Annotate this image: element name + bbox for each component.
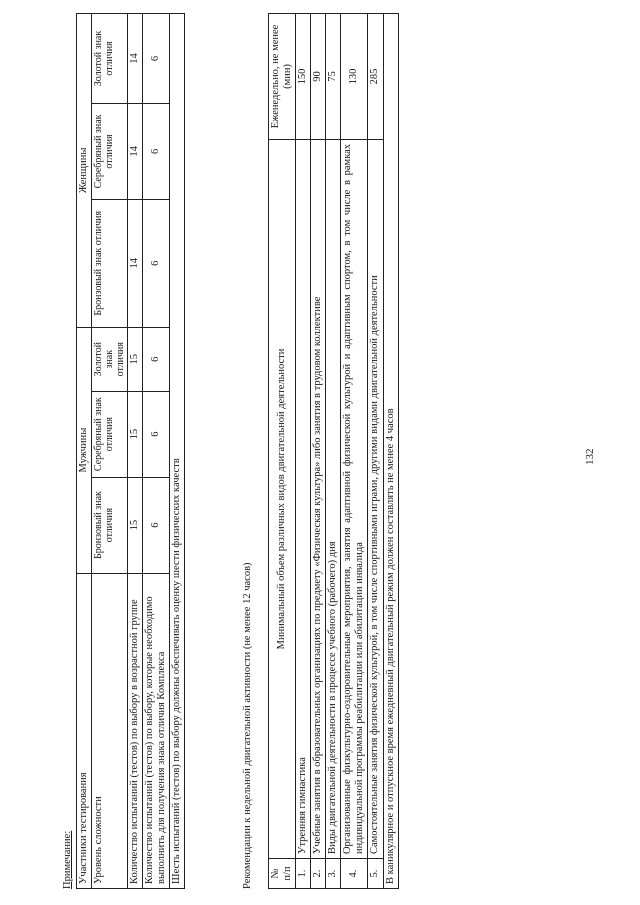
row-number: 2. xyxy=(311,859,326,889)
table-row xyxy=(383,14,398,889)
row-label: Количество испытаний (тестов) по выбору, которые необходимо выполнить для получения знака отличия Комплекса xyxy=(143,573,170,888)
row-text: Организованные физкультурно-оздоровительные мероприятия, занятия адаптивной физической культурой и адаптивным спортом, в том числе в рамках индивидуальной программы реабилитации или абилитации инвалида xyxy=(341,139,368,858)
table-row xyxy=(143,14,170,889)
row-text: Утренняя гимнастика xyxy=(296,139,311,858)
header-activity: Минимальный объем различных видов двигательной деятельности xyxy=(269,139,296,858)
row-value: 150 xyxy=(296,14,311,140)
level-header: Бронзовый знак отличия xyxy=(92,477,128,573)
table-row xyxy=(128,14,143,889)
table-row xyxy=(341,14,368,889)
cell-value: 14 xyxy=(128,103,143,199)
cell-value: 6 xyxy=(143,391,170,477)
row-text: Виды двигательной деятельности в процессе учебного (рабочего) дня xyxy=(326,139,341,858)
men-header: Мужчины xyxy=(77,327,92,573)
cell-value: 6 xyxy=(143,199,170,327)
row-text: Самостоятельные занятия физической культурой, в том числе спортивными играми, другими видами двигательной деятельности xyxy=(368,139,383,858)
cell-value: 6 xyxy=(143,327,170,391)
row-value: 285 xyxy=(368,14,383,140)
table-row xyxy=(368,14,383,889)
row-label: Количество испытаний (тестов) по выбору в возрастной группе xyxy=(128,573,143,888)
cell-value: 6 xyxy=(143,103,170,199)
cell-value: 6 xyxy=(143,477,170,573)
table-footer: Шесть испытаний (тестов) по выбору должны обеспечивать оценку шести физических качеств xyxy=(170,14,185,889)
level-label: Уровень сложности xyxy=(92,573,128,888)
header-minutes: Еженедельно, не менее (мин) xyxy=(269,14,296,140)
row-number: 4. xyxy=(341,859,368,889)
cell-value: 14 xyxy=(128,199,143,327)
row-number: 1. xyxy=(296,859,311,889)
header-number: № п/п xyxy=(269,859,296,889)
table-row xyxy=(326,14,341,889)
table-row xyxy=(296,14,311,889)
table-row xyxy=(170,14,185,889)
cell-value: 15 xyxy=(128,327,143,391)
test-requirements-table xyxy=(76,13,185,889)
recommendations-title: Рекомендации к недельной двигательной активности (не менее 12 часов) xyxy=(242,562,253,889)
table-row xyxy=(269,14,296,889)
cell-value: 15 xyxy=(128,477,143,573)
page-number: 132 xyxy=(584,448,596,465)
row-value: 130 xyxy=(341,14,368,140)
level-header: Серебряный знак отличия xyxy=(92,103,128,199)
row-value: 90 xyxy=(311,14,326,140)
cell-value: 6 xyxy=(143,14,170,104)
level-header: Серебряный знак отличия xyxy=(92,391,128,477)
cell-value: 14 xyxy=(128,14,143,104)
table-row xyxy=(311,14,326,889)
table-footer: В каникулярное и отпускное время ежедневный двигательный режим должен составлять не менее 4 часов xyxy=(383,14,398,889)
table-row xyxy=(92,14,128,889)
row-value: 75 xyxy=(326,14,341,140)
table-row xyxy=(77,14,92,889)
row-number: 5. xyxy=(368,859,383,889)
level-header: Золотой знак отличия xyxy=(92,14,128,104)
activity-table xyxy=(268,13,399,889)
note-label: Примечание: xyxy=(62,830,73,889)
participants-label: Участники тестирования xyxy=(77,573,92,888)
level-header: Золотой знак отличия xyxy=(92,327,128,391)
women-header: Женщины xyxy=(77,14,92,328)
cell-value: 15 xyxy=(128,391,143,477)
row-number: 3. xyxy=(326,859,341,889)
row-text: Учебные занятия в образовательных организациях по предмету «Физическая культура» либо занятия в трудовом коллективе xyxy=(311,139,326,858)
level-header: Бронзовый знак отличия xyxy=(92,199,128,327)
